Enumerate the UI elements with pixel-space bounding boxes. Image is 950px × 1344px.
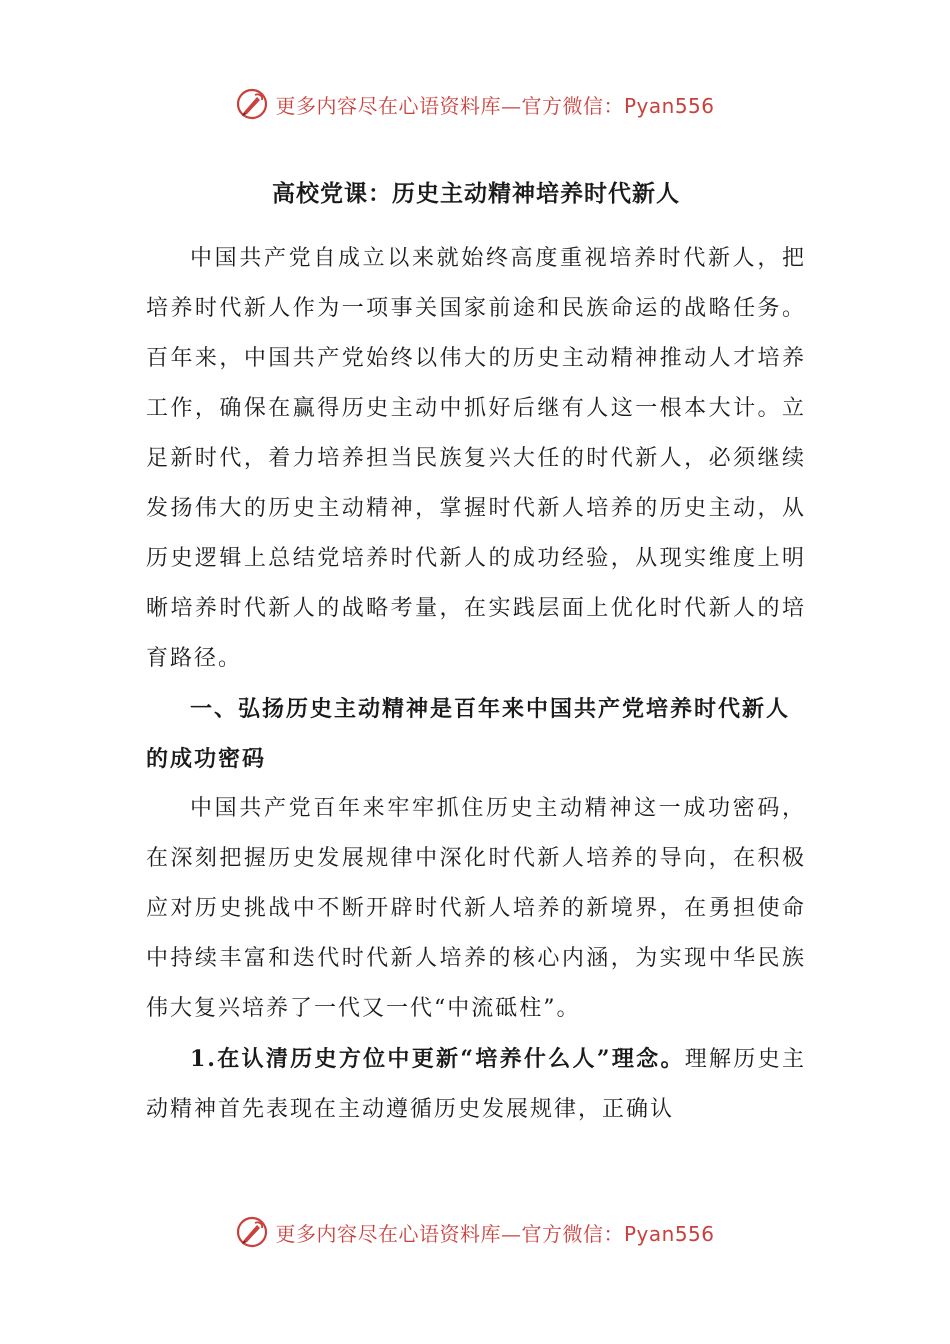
paragraph-subsection-1 xyxy=(146,1034,806,1135)
section-heading-1: 一、弘扬历史主动精神是百年来中国共产党培养时代新人的成功密码 xyxy=(146,696,791,772)
wechat-id: Pyan556 xyxy=(623,93,715,118)
banner-text: 更多内容尽在心语资料库—官方微信：Pyan556 xyxy=(275,1221,715,1246)
subsection-lead: 1.在认清历史方位中更新“培养什么人”理念。 xyxy=(190,1046,685,1072)
footer-banner xyxy=(0,1210,950,1254)
paragraph-section-1: 中国共产党百年来牢牢抓住历史主动精神这一成功密码，在深刻把握历史发展规律中深化时代新人培养的导向，在积极应对历史挑战中不断开辟时代新人培养的新境界，在勇担使命中持续丰富和迭代时代新人培养的核心内涵，为实现中华民族伟大复兴培养了一代又一代“中流砥柱”。 xyxy=(146,796,806,1021)
wechat-id: Pyan556 xyxy=(623,1221,715,1246)
banner-text: 更多内容尽在心语资料库—官方微信：Pyan556 xyxy=(275,93,715,118)
pen-logo-icon xyxy=(235,1215,269,1249)
paragraph-intro: 中国共产党自成立以来就始终高度重视培养时代新人，把培养时代新人作为一项事关国家前途和民族命运的战略任务。百年来，中国共产党始终以伟大的历史主动精神推动人才培养工作，确保在赢得历史主动中抓好后继有人这一根本大计。立足新时代，着力培养担当民族复兴大任的时代新人，必须继续发扬伟大的历史主动精神，掌握时代新人培养的历史主动，从历史逻辑上总结党培养时代新人的成功经验，从现实维度上明晰培养时代新人的战略考量，在实践层面上优化时代新人的培育路径。 xyxy=(146,246,806,671)
pen-logo-icon xyxy=(235,87,269,121)
document-title: 高校党课：历史主动精神培养时代新人 xyxy=(272,180,680,207)
header-banner xyxy=(0,82,950,126)
document-body xyxy=(146,166,806,1135)
subsection-body: 理解历史主动精神首先表现在主动遵循历史发展规律，正确认 xyxy=(146,1047,806,1122)
